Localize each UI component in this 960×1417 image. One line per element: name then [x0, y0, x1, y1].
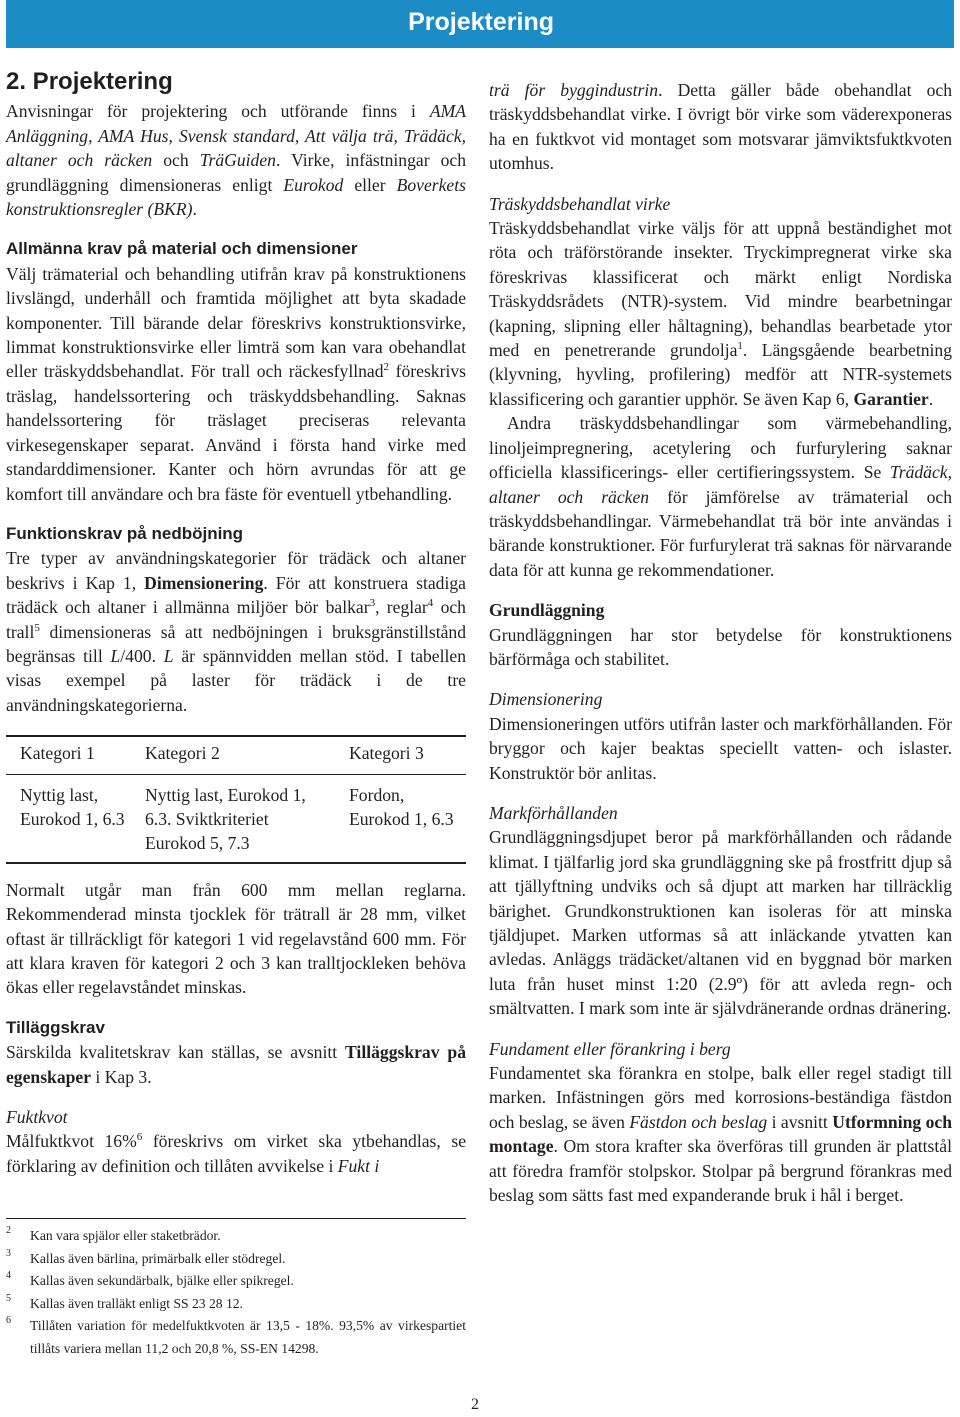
traskydd-paragraph-2 [489, 411, 952, 582]
footnote-ref: 4 [427, 597, 434, 610]
text-run: Garantier [853, 388, 929, 409]
text-run: Anvisningar för projektering och utförande finns i [6, 101, 430, 122]
grundlaggning-paragraph: Grundläggningen har stor betydelse för konstruktionens bärförmåga och stabilitet. [489, 624, 952, 669]
text-run: . Om stora krafter ska överföras till grunden är plattstål att föredra framför stolpskor. Stolpar på bergrund förankras med beslag som sätts fast med expanderande bruk i hål i berget. [489, 1136, 952, 1206]
heading-fundament: Fundament eller förankring i berg [489, 1038, 731, 1059]
footnote-ref: 3 [369, 597, 376, 610]
text-run: Målfuktkvot 16% [6, 1131, 137, 1152]
footnote [6, 1293, 466, 1316]
footnote-text: Kallas även tralläkt enligt SS 23 28 12. [30, 1295, 243, 1311]
right-column [489, 78, 952, 1207]
text-run: i avsnitt [767, 1111, 833, 1132]
text-run: . Virke, infästningar och grundläggning dimensioneras enligt [6, 150, 467, 195]
traskydd-paragraph [489, 216, 952, 411]
table-header-row [6, 736, 466, 774]
text-run: är spännvidden mellan stöd. I tabellen visas exempel på laster för trädäck i de tre användningskategorierna. [6, 645, 467, 715]
text-run: dimensioneras så att nedböjningen i bruksgränstillstånd begränsas till [6, 621, 466, 666]
heading-fuktkvot: Fuktkvot [6, 1107, 68, 1128]
tillagg-paragraph [6, 1040, 466, 1089]
footnote-text: Kan vara spjälor eller staketbrädor. [30, 1228, 221, 1243]
footnote-number: 5 [6, 1292, 11, 1304]
markforhallanden-paragraph: Grundläggningsdjupet beror på markförhållanden och rådande klimat. I tjälfarlig jord ska grundläggning ske på frostfritt djup så att tjällyftning undviks och så djupt att marken har tillräcklig bärighet. Grundkonstruktionen kan isoleras för att minska tjäldjupet. Marken utformas så att inläckande ytvatten kan avledas. Anläggs trädäcket/altanen vid en byggnad bör marken luta från huset minst 1:20 (2.9º) för att avleda regn- och smältvatten. I mark som inte är självdränerande ordnas dränering. [489, 827, 952, 1019]
heading-markforhallanden: Markförhållanden [489, 802, 618, 823]
text-run: L [163, 645, 174, 666]
text-run: TräGuiden [199, 150, 276, 171]
text-run: , reglar [375, 597, 428, 618]
text-run: Eurokod [283, 174, 344, 195]
text-run: Tre typer av användningskategorier för trädäck och altaner beskrivs i Kap 1, [6, 548, 466, 593]
text-run: Boverkets konstruktionsregler (BKR) [6, 174, 466, 220]
heading-dimensionering: Dimensionering [489, 689, 603, 710]
footnote-ref: 5 [34, 621, 40, 634]
footnote-number: 2 [6, 1225, 11, 1236]
text-run: och [152, 150, 200, 171]
footnote-text: Kallas även sekundärbalk, bjälke eller spikregel. [30, 1273, 294, 1288]
table-row [6, 774, 466, 863]
table-header-cell: Kategori 1 [6, 736, 131, 774]
text-run: Fukt i [337, 1155, 380, 1176]
text-run: Tilläggskrav på egenskaper [6, 1042, 466, 1087]
footnote-ref: 1 [737, 340, 743, 353]
footnote-ref: 2 [383, 361, 390, 374]
text-run: Fästdon och beslag [629, 1111, 768, 1132]
text-run: Trädäck, altaner och räcken [489, 462, 952, 507]
text-run: . För att konstruera stadiga trädäck och altaner i allmänna miljöer bör balkar [6, 572, 466, 618]
table-header-cell: Kategori 2 [131, 736, 335, 774]
text-run: trä för byggindustrin [489, 80, 659, 100]
text-run: föreskrivs om virket ska ytbehandlas, se förklaring av definition och tillåten avvikelse i [6, 1131, 466, 1176]
fuktkvot-paragraph [6, 1129, 466, 1178]
footnote-number: 4 [6, 1270, 11, 1281]
table-cell: Nyttig last, Eurokod 1, 6.3 [6, 774, 131, 863]
section-title: 2. Projektering [6, 68, 173, 95]
fundament-paragraph [489, 1061, 952, 1207]
left-column [6, 66, 466, 1178]
footnote-number: 3 [6, 1247, 11, 1259]
text-run: för jämförelse av trämaterial och träskyddsbehandlingar. Värmebehandlat trä bör inte användas i bärande konstruktioner. För furfurylerat trä saknas för närvarande data för att kunna ge rekommendationer. [489, 486, 952, 580]
heading-grundlaggning: Grundläggning [489, 600, 605, 621]
table-cell: Fordon, Eurokod 1, 6.3 [335, 774, 466, 863]
regel-paragraph: Normalt utgår man från 600 mm mellan reglarna. Rekommenderad minsta tjocklek för trätrall är 28 mm, vilket oftast är tillräckligt för kategori 1 vid regelavstånd 600 mm. För att klara kraven för kategori 2 och 3 kan tralltjockleken behöva ökas eller regelavståndet minskas. [6, 879, 466, 998]
heading-nedbojning: Funktionskrav på nedböjning [6, 523, 244, 543]
text-run: /400. [120, 645, 164, 666]
text-run: Andra träskyddsbehandlingar som värmebehandling, linoljeimpregnering, acetylering och furfurylering saknar officiella klassificerings- eller certifieringssystem. Se [489, 413, 952, 483]
text-run: Fundamentet ska förankra en stolpe, balk eller regel stadigt till marken. Infästningen görs med korrosions-beständiga fästdon och beslag, se även [489, 1063, 952, 1132]
footnote-text: Tillåten variation för medelfuktkvoten är 13,5 - 18%. 93,5% av virkespartiet tillåts variera mellan 11,2 och 20,8 %, SS-EN 14298. [30, 1318, 466, 1356]
footnote [6, 1248, 466, 1271]
text-run: föreskrivs träslag, handelssortering och träskyddsbehandling. Saknas handelssortering för träslaget preciseras relevanta virkesegenskaper separat. Använd i första hand virke med standarddimensioner. Kanter och hörn avrundas för att ge komfort till användare och bra fäste för eventuell ytbehandling. [6, 361, 466, 504]
intro-paragraph [6, 99, 466, 221]
footnote [6, 1225, 466, 1248]
continuation-paragraph [489, 78, 952, 176]
footnote-ref: 6 [136, 1131, 143, 1144]
text-run: AMA Anläggning, AMA Hus, Svensk standard, Att välja trä, Trädäck, altaner och räcken [6, 101, 466, 171]
text-run: . [928, 388, 934, 409]
footnotes [6, 1218, 466, 1360]
footnote [6, 1270, 466, 1293]
category-table [6, 735, 466, 864]
text-run: Särskilda kvalitetskrav kan ställas, se avsnitt [6, 1042, 346, 1063]
footnote-text: Kallas även bärlina, primärbalk eller stödregel. [30, 1250, 286, 1266]
text-run: . [192, 199, 197, 220]
table-cell: Nyttig last, Eurokod 1, 6.3. Sviktkriteriet Eurokod 5, 7.3 [131, 774, 335, 863]
nedbojning-paragraph [6, 546, 466, 717]
heading-material: Allmänna krav på material och dimensioner [6, 239, 358, 259]
text-run: eller [343, 174, 397, 195]
text-run: . Detta gäller både obehandlat och träskyddsbehandlat virke. I övrigt bör virke som väderexponeras ha en fuktkvot vid montaget som motsvarar jämviktsfuktkvoten utomhus. [489, 80, 953, 174]
page-number: 2 [471, 1396, 479, 1413]
heading-traskydd: Träskyddsbehandlat virke [489, 193, 671, 214]
text-run: Träskyddsbehandlat virke väljs för att uppnå beständighet mot röta och träförstörande insekter. Tryckimpregnerat virke ska föreskrivas klassificerat och märkt enligt Nordiska Träskyddsrådets (NTR)-system. Vid mindre bearbetningar (kapning, slipning eller håltagning), behandlas bearbetade ytor med en penetrerande grundolja [489, 218, 952, 361]
text-run: L [110, 645, 121, 666]
dimensionering-paragraph: Dimensioneringen utförs utifrån laster och markförhållanden. För bryggor och kajer beaktas speciellt vatten- och islaster. Konstruktör bör anlitas. [489, 713, 952, 783]
table-header-cell: Kategori 3 [335, 736, 466, 774]
footnote-number: 6 [6, 1315, 11, 1326]
text-run: . Längsgående bearbetning (klyvning, hyvling, profilering) medför att NTR-systemets klassificering och garantier upphör. Se även Kap 6, [489, 340, 952, 409]
text-run: och trall [6, 597, 466, 642]
text-run: Dimensionering [144, 572, 264, 593]
text-run: i Kap 3. [91, 1066, 152, 1087]
footnote [6, 1315, 466, 1360]
text-run: Utformning och montage [489, 1111, 953, 1157]
material-paragraph [6, 262, 466, 506]
header-bar [6, 0, 954, 48]
heading-tillagg: Tilläggskrav [6, 1017, 105, 1037]
text-run: Välj trämaterial och behandling utifrån krav på konstruktionens livslängd, underhåll och framtida möjlighet att byta skadade komponenter. Till bärande delar föreskrivs konstruktionsvirke, limmat konstruktionsvirke eller limträ som kan vara obehandlat eller träskyddsbehandlat. För trall och räckesfyllnad [6, 263, 466, 382]
header-title: Projektering [408, 8, 554, 36]
